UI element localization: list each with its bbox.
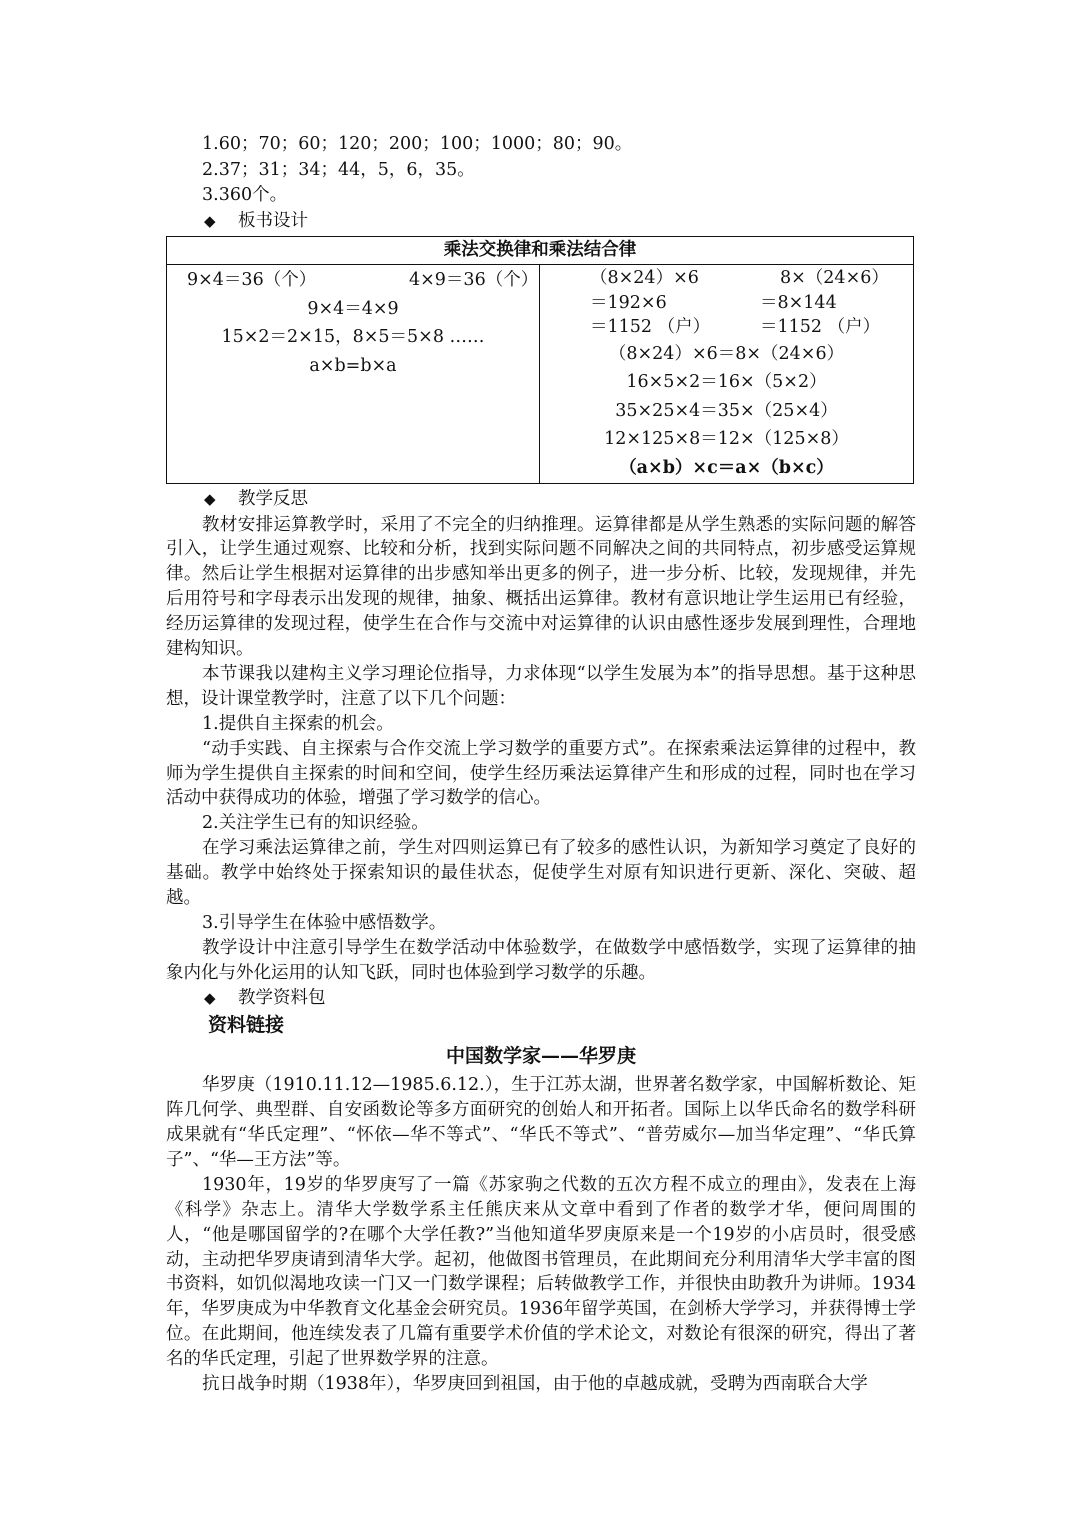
- reflection-paragraph-4: 在学习乘法运算律之前，学生对四则运算已有了较多的感性认识，为新知学习奠定了良好的基础。教学中始终处于探索知识的最佳状态，促使学生对原有知识进行更新、深化、突破、超越。: [166, 838, 916, 909]
- reflection-paragraph-3: “动手实践、自主探索与合作交流上学习数学的重要方式”。在探索乘法运算律的过程中，教师为学生提供自主探索的时间和空间，使学生经历乘法运算律产生和形成的过程，同时也在学习活动中获得成功的体验，增强了学习数学的信心。: [166, 738, 916, 809]
- board-left-eq-a: 9×4＝36（个）: [187, 270, 317, 290]
- document-page: [166, 132, 916, 1397]
- reflection-paragraph-2: 本节课我以建构主义学习理论位指导，力求体现“以学生发展为本”的指导思想。基于这种思想，设计课堂教学时，注意了以下几个问题：: [166, 663, 916, 709]
- board-left-row-4: a×b=b×a: [309, 355, 397, 376]
- reflection-paragraph-5: 教学设计中注意引导学生在数学活动中体验数学，在做数学中感悟数学，实现了运算律的抽象内化与外化运用的认知飞跃，同时也体验到学习数学的乐趣。: [166, 937, 916, 983]
- section-title-reflection: 教学反思: [238, 489, 308, 509]
- board-right-step-b: ＝8×144: [760, 292, 837, 313]
- board-left-cell: [167, 265, 540, 484]
- section-title-board: 板书设计: [238, 210, 308, 231]
- board-right-cell: [540, 265, 914, 484]
- diamond-bullet-icon: ◆: [204, 988, 216, 1007]
- board-right-step-a: ＝192×6: [590, 292, 667, 313]
- reflection-item-1: 1.提供自主探索的机会。: [202, 713, 394, 734]
- board-right-step-a: （8×24）×6: [590, 268, 699, 288]
- board-right-step-b: 8×（24×6）: [780, 268, 889, 288]
- board-right-row-8: （a×b）×c＝a×（b×c）: [619, 457, 834, 478]
- board-design-table: [166, 236, 914, 484]
- diamond-bullet-icon: ◆: [204, 490, 216, 508]
- board-left-row-2: 9×4＝4×9: [307, 298, 399, 319]
- board-left-row-3: 15×2＝2×15，8×5＝5×8 ……: [221, 327, 485, 347]
- section-header-board: [166, 209, 916, 235]
- board-right-row-2: [540, 291, 913, 316]
- board-right-row-1: [540, 265, 913, 291]
- answer-line-3: 3.360个。: [202, 185, 288, 205]
- section-title-resources: 教学资料包: [238, 987, 326, 1008]
- article-paragraph-1: 华罗庚（1910.11.12—1985.6.12.），生于江苏太湖，世界著名数学家，中国解析数论、矩阵几何学、典型群、自安函数论等多方面研究的创始人和开拓者。国际上以华氏命名的数学科研成果就有“华氏定理”、“怀依—华不等式”、“华氏不等式”、“普劳威尔—加当华定理”、“华氏算子”、“华—王方法”等。: [166, 1075, 916, 1170]
- board-right-row-3: [540, 315, 913, 340]
- reflection-paragraph-1: 教材安排运算教学时，采用了不完全的归纳推理。运算律都是从学生熟悉的实际问题的解答引入，让学生通过观察、比较和分析，找到实际问题不同解决之间的共同特点，初步感受运算规律。然后让学生根据对运算律的出步感知举出更多的例子，进一步分析、比较，发现规律，并先后用符号和字母表示出发现的规律，抽象、概括出运算律。教材有意识地让学生运用已有经验，经历运算律的发现过程，使学生在合作与交流中对运算律的认识由感性逐步发展到理性，合理地建构知识。: [166, 514, 916, 660]
- board-title: 乘法交换律和乘法结合律: [167, 237, 914, 265]
- board-right-row-6: 35×25×4＝35×（25×4）: [615, 400, 838, 421]
- board-left-row-1: [167, 265, 539, 295]
- section-header-reflection: [166, 487, 916, 513]
- board-right-row-5: 16×5×2＝16×（5×2）: [626, 372, 827, 392]
- board-left-eq-b: 4×9＝36（个）: [409, 270, 539, 290]
- article-paragraph-3: 抗日战争时期（1938年），华罗庚回到祖国，由于他的卓越成就，受聘为西南联合大学: [202, 1374, 868, 1395]
- reflection-item-2: 2.关注学生已有的知识经验。: [202, 813, 429, 834]
- board-right-row-4: （8×24）×6＝8×（24×6）: [608, 343, 845, 364]
- article-title: 中国数学家——华罗庚: [445, 1045, 636, 1068]
- board-right-step-b: ＝1152 （户）: [760, 317, 881, 337]
- reflection-item-3: 3.引导学生在体验中感悟数学。: [202, 913, 447, 933]
- section-header-resources: [166, 986, 916, 1012]
- diamond-bullet-icon: ◆: [204, 211, 216, 230]
- board-right-row-7: 12×125×8＝12×（125×8）: [604, 429, 849, 449]
- board-right-step-a: ＝1152 （户）: [590, 317, 711, 337]
- answer-line-2: 2.37；31；34；44，5，6，35。: [202, 159, 475, 180]
- answer-line-1: 1.60；70；60；120；200；100；1000；80；90。: [202, 134, 633, 154]
- resources-subheading: 资料链接: [208, 1014, 285, 1037]
- article-paragraph-2: 1930年，19岁的华罗庚写了一篇《苏家驹之代数的五次方程不成立的理由》，发表在上海《科学》杂志上。清华大学数学系主任熊庆来从文章中看到了作者的数学才华，便问周围的人，“他是哪国留学的?在哪个大学任教?”当他知道华罗庚原来是一个19岁的小店员时，很受感动，主动把华罗庚请到清华大学。起初，他做图书管理员，在此期间充分利用清华大学丰富的图书资料，如饥似渴地攻读一门又一门数学课程；后转做教学工作，并很快由助教升为讲师。1934年，华罗庚成为中华教育文化基金会研究员。1936年留学英国，在剑桥大学学习，并获得博士学位。在此期间，他连续发表了几篇有重要学术价值的学术论文，对数论有很深的研究，得出了著名的华氏定理，引起了世界数学界的注意。: [166, 1174, 916, 1370]
